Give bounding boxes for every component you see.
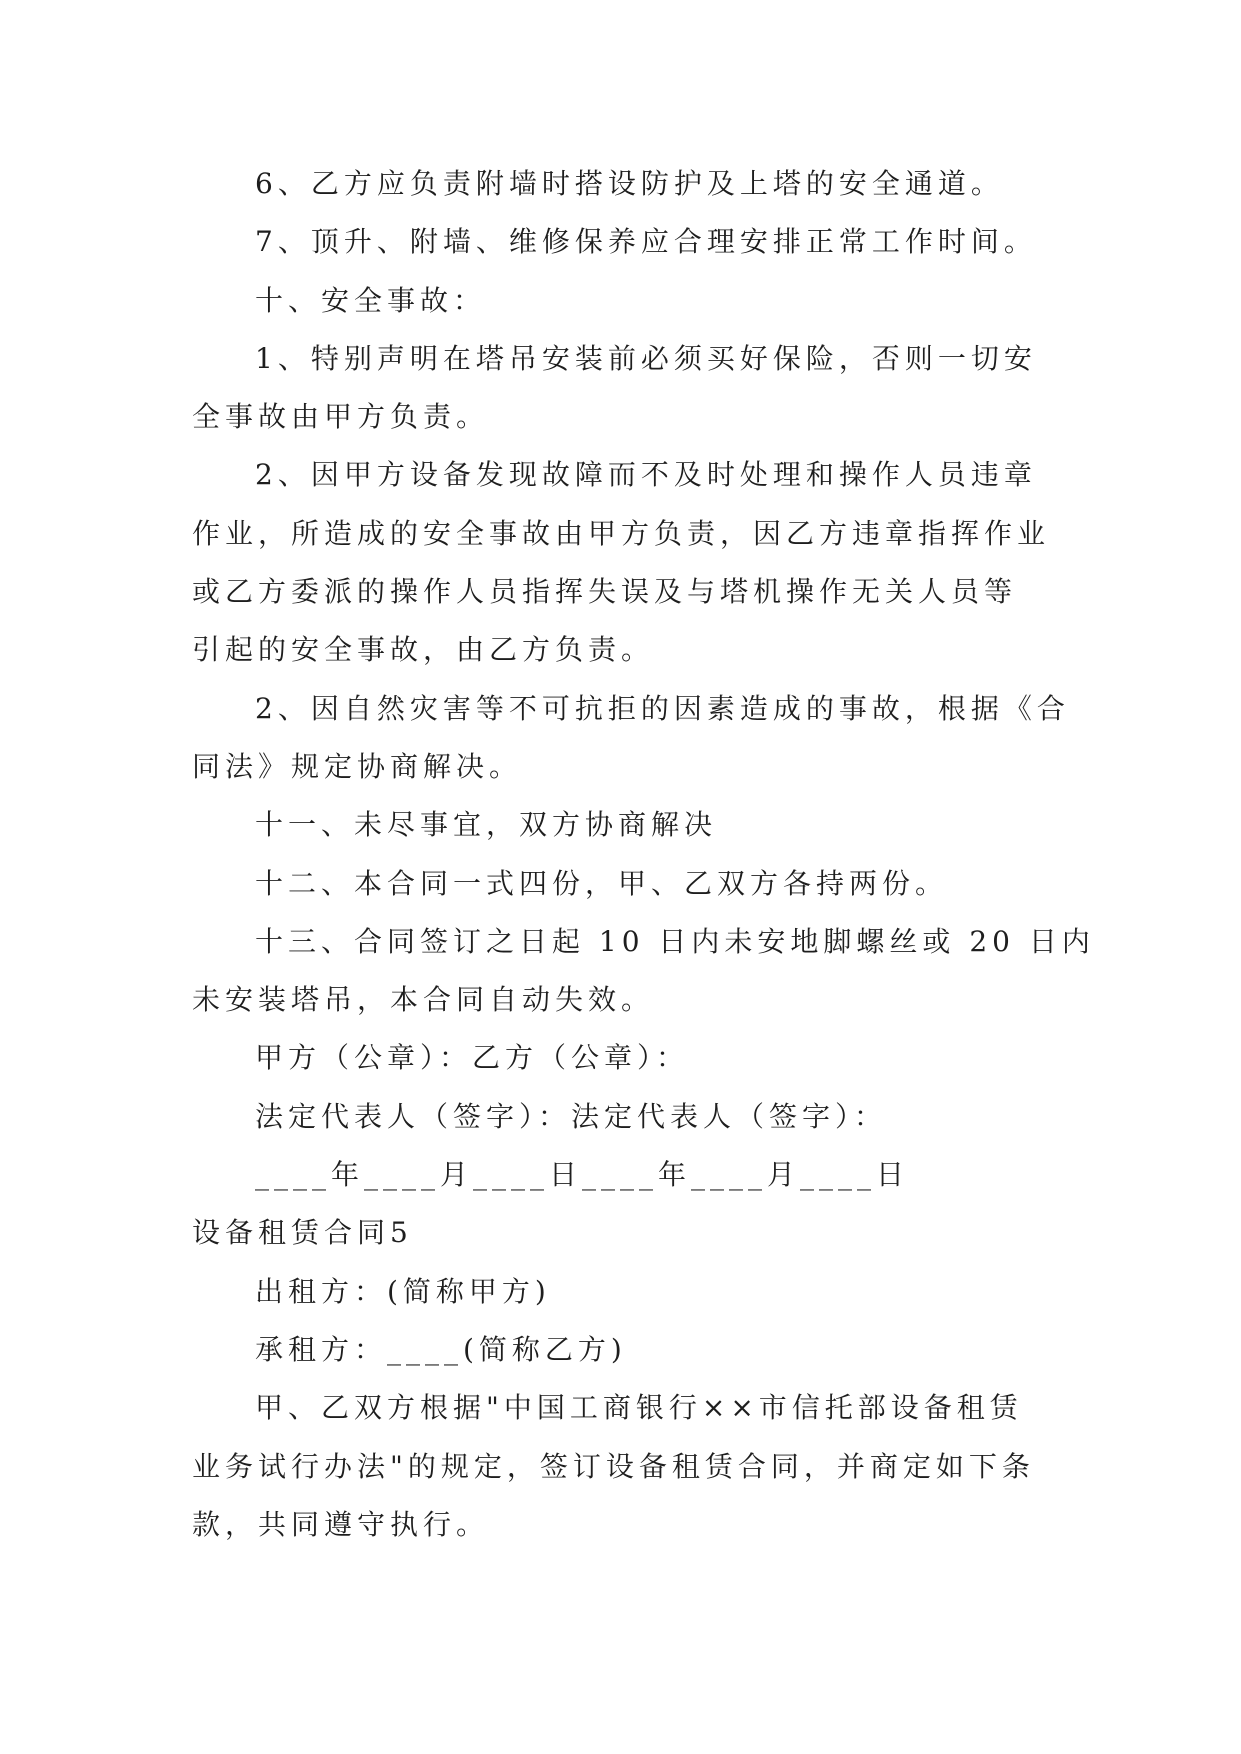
clause-paragraph <box>192 155 1051 213</box>
lessee-line <box>192 1321 1051 1379</box>
text-line: 十、安全事故： <box>255 283 487 317</box>
text-line: ____年____月____日____年____月____日 <box>255 1158 910 1192</box>
lessor-line <box>192 1263 1051 1321</box>
text-line: 十二、本合同一式四份，甲、乙双方各持两份。 <box>255 866 949 900</box>
clause-paragraph <box>192 213 1051 271</box>
clause-paragraph <box>192 330 1051 447</box>
text-line: 未安装塔吊，本合同自动失效。 <box>192 983 655 1017</box>
text-line: 7、顶升、附墙、维修保养应合理安排正常工作时间。 <box>255 225 1037 259</box>
text-line: 承租方：____(简称乙方) <box>255 1332 627 1366</box>
text-line: 甲方（公章）：乙方（公章）： <box>255 1041 690 1075</box>
text-line: 十三、合同签订之日起 10 日内未安地脚螺丝或 20 日内 <box>255 924 1095 958</box>
text-line: 2、因自然灾害等不可抗拒的因素造成的事故，根据《合 <box>255 691 1070 725</box>
clause-paragraph <box>192 913 1095 1030</box>
text-line: 十一、未尽事宜，双方协商解决 <box>255 808 718 842</box>
section-heading <box>192 796 1051 854</box>
text-line: 全事故由甲方负责。 <box>192 400 490 434</box>
text-line: 同法》规定协商解决。 <box>192 749 523 783</box>
clause-paragraph <box>192 680 1070 797</box>
contract-title: 设备租赁合同5 <box>192 1216 413 1250</box>
text-line: 出租方：(简称甲方) <box>255 1274 551 1308</box>
text-line: 甲、乙双方根据"中国工商银行××市信托部设备租赁 <box>255 1391 1023 1425</box>
section-heading <box>192 272 1051 330</box>
seal-line <box>192 1029 1051 1087</box>
text-line: 2、因甲方设备发现故障而不及时处理和操作人员违章 <box>255 458 1037 492</box>
date-line <box>192 1146 1051 1204</box>
text-line: 引起的安全事故，由乙方负责。 <box>192 633 655 667</box>
text-line: 6、乙方应负责附墙时搭设防护及上塔的安全通道。 <box>255 167 1004 200</box>
clause-paragraph <box>192 446 1051 679</box>
text-line: 或乙方委派的操作人员指挥失误及与塔机操作无关人员等 <box>192 575 1018 609</box>
text-line: 业务试行办法"的规定，签订设备租赁合同，并商定如下条 <box>192 1449 1035 1483</box>
text-line: 1、特别声明在塔吊安装前必须买好保险，否则一切安 <box>255 341 1037 375</box>
signature-line <box>192 1088 1051 1146</box>
text-line: 款，共同遵守执行。 <box>192 1507 490 1541</box>
text-line: 作业，所造成的安全事故由甲方负责，因乙方违章指挥作业 <box>192 516 1051 550</box>
preamble-paragraph <box>192 1379 1051 1554</box>
section-heading <box>192 855 1051 913</box>
text-line: 法定代表人（签字）：法定代表人（签字）： <box>255 1099 888 1133</box>
